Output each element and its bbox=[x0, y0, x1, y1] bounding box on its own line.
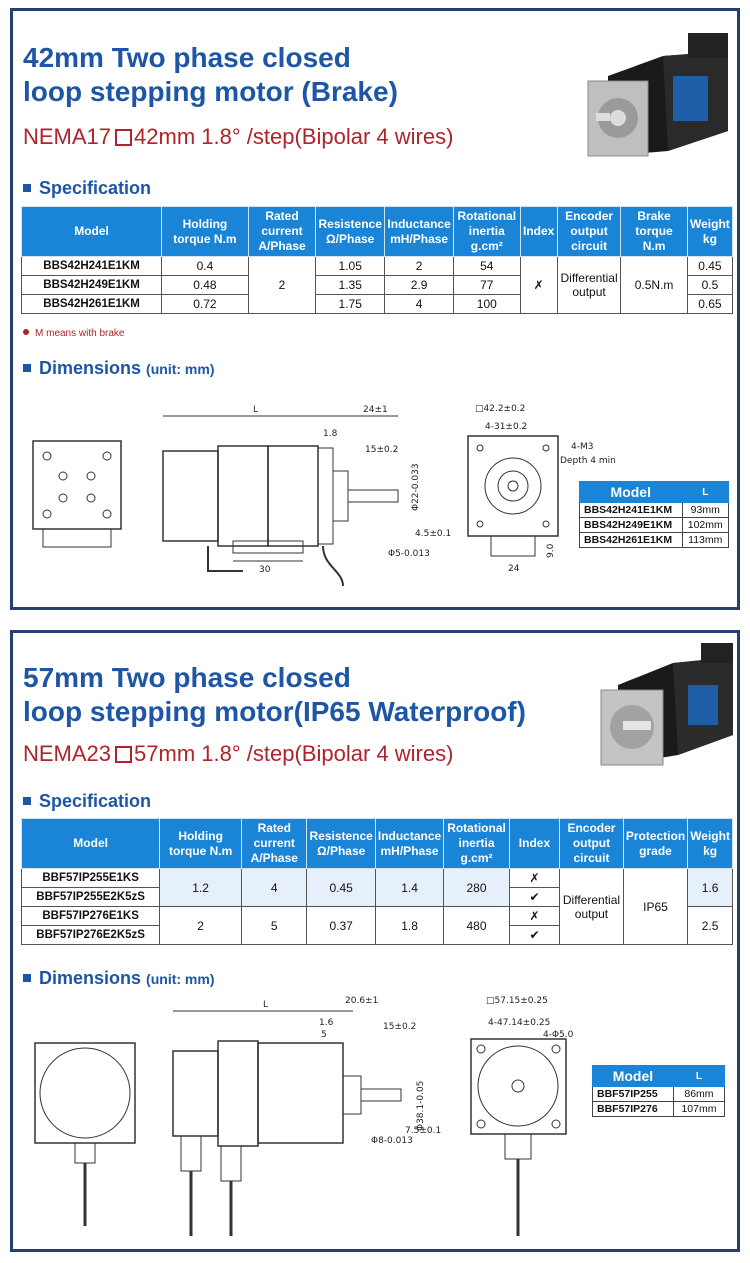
table-row: BBF57IP276 107mm bbox=[593, 1102, 725, 1117]
svg-text:Φ38.1-0.05: Φ38.1-0.05 bbox=[416, 1080, 426, 1131]
panel-title: 42mm Two phase closed loop stepping motor (Brake) bbox=[23, 42, 398, 107]
index-check-icon: ✔ bbox=[509, 926, 559, 945]
col-index: Index bbox=[509, 819, 559, 869]
svg-text:1.8: 1.8 bbox=[323, 429, 338, 439]
col-model: Model bbox=[22, 819, 160, 869]
table-row: BBS42H249E1KM 0.48 1.35 2.9 77 0.5 bbox=[22, 276, 733, 295]
svg-text:7.5±0.1: 7.5±0.1 bbox=[405, 1126, 442, 1136]
dimension-drawing-57mm bbox=[23, 991, 583, 1246]
col-holding-torque: Holding torque N.m bbox=[162, 207, 249, 257]
dimensions-heading: Dimensions (unit: mm) bbox=[23, 358, 214, 379]
svg-text:Φ8-0.013: Φ8-0.013 bbox=[371, 1136, 413, 1146]
dimensions-heading: Dimensions (unit: mm) bbox=[23, 968, 214, 989]
table-row: BBS42H261E1KM 0.72 1.75 4 100 0.65 bbox=[22, 295, 733, 314]
svg-text:4-31±0.2: 4-31±0.2 bbox=[485, 422, 528, 432]
col-encoder: Encoder output circuit bbox=[557, 207, 620, 257]
table-row: BBF57IP255E1KS 1.2 4 0.45 1.4 280 ✗ Differential output IP65 1.6 bbox=[22, 869, 733, 888]
table-row: BBF57IP276E1KS 2 5 0.37 1.8 480 ✗ 2.5 bbox=[22, 907, 733, 926]
col-index: Index bbox=[520, 207, 557, 257]
col-brake-torque: Brake torque N.m bbox=[621, 207, 688, 257]
svg-text:Φ22-0.033: Φ22-0.033 bbox=[411, 463, 421, 511]
index-check-icon: ✔ bbox=[509, 888, 559, 907]
svg-text:1.6: 1.6 bbox=[319, 1018, 334, 1028]
table-row: BBS42H261E1KM 113mm bbox=[580, 533, 729, 548]
col-resistance: Resistence Ω/Phase bbox=[307, 819, 375, 869]
index-cross-icon: ✗ bbox=[520, 257, 557, 314]
svg-text:24: 24 bbox=[508, 564, 520, 574]
panel-57mm-motor bbox=[10, 630, 740, 1252]
length-table-42mm: Model L BBS42H241E1KM 93mm BBS42H249E1KM 102mm BBS42H261E1KM 113mm bbox=[579, 481, 729, 548]
dimension-drawing-42mm bbox=[23, 386, 616, 606]
svg-text:9.0: 9.0 bbox=[546, 543, 556, 558]
table-row: BBF57IP255E2K5zS ✔ bbox=[22, 888, 733, 907]
table-row: BBF57IP255 86mm bbox=[593, 1087, 725, 1102]
col-inertia: Rotational inertia g.cm² bbox=[444, 819, 510, 869]
svg-text:Depth 4 min: Depth 4 min bbox=[560, 456, 616, 466]
square-icon bbox=[115, 746, 132, 763]
svg-text:4-Φ5.0: 4-Φ5.0 bbox=[543, 1030, 574, 1040]
svg-text:15±0.2: 15±0.2 bbox=[365, 445, 399, 455]
table-header-row bbox=[22, 819, 733, 869]
svg-text:30: 30 bbox=[259, 565, 271, 575]
col-encoder: Encoder output circuit bbox=[560, 819, 624, 869]
svg-text:□57.15±0.25: □57.15±0.25 bbox=[486, 996, 548, 1006]
svg-text:24±1: 24±1 bbox=[363, 405, 388, 415]
panel-title: 57mm Two phase closed loop stepping motor(IP65 Waterproof) bbox=[23, 662, 526, 727]
svg-text:4-M3: 4-M3 bbox=[571, 442, 594, 452]
col-resistance: Resistence Ω/Phase bbox=[316, 207, 385, 257]
panel-42mm-motor bbox=[10, 8, 740, 610]
index-cross-icon: ✗ bbox=[509, 869, 559, 888]
svg-text:□42.2±0.2: □42.2±0.2 bbox=[475, 404, 526, 414]
index-cross-icon: ✗ bbox=[509, 907, 559, 926]
spec-heading: Specification bbox=[23, 178, 151, 199]
spec-table-57mm bbox=[21, 818, 733, 945]
col-inductance: Inductance mH/Phase bbox=[385, 207, 454, 257]
length-table-57mm: Model L BBF57IP255 86mm BBF57IP276 107mm bbox=[592, 1065, 725, 1117]
col-model: Model bbox=[22, 207, 162, 257]
table-row: BBS42H249E1KM 102mm bbox=[580, 518, 729, 533]
spec-table-42mm bbox=[21, 206, 733, 314]
svg-text:4-47.14±0.25: 4-47.14±0.25 bbox=[488, 1018, 551, 1028]
nema-spec-line: NEMA17 42mm 1.8° /step(Bipolar 4 wires) bbox=[23, 124, 454, 149]
brake-note: M means with brake bbox=[23, 328, 124, 339]
col-weight: Weight kg bbox=[687, 207, 732, 257]
svg-text:Φ5-0.013: Φ5-0.013 bbox=[388, 549, 430, 559]
col-weight: Weight kg bbox=[688, 819, 733, 869]
col-holding-torque: Holding torque N.m bbox=[160, 819, 242, 869]
col-rated-current: Rated current A/Phase bbox=[242, 819, 307, 869]
svg-text:20.6±1: 20.6±1 bbox=[345, 996, 379, 1006]
svg-text:L: L bbox=[253, 405, 259, 415]
col-inertia: Rotational inertia g.cm² bbox=[454, 207, 521, 257]
col-rated-current: Rated current A/Phase bbox=[248, 207, 316, 257]
spec-heading: Specification bbox=[23, 791, 151, 812]
svg-text:L: L bbox=[263, 1000, 269, 1010]
table-row: BBS42H241E1KM 0.4 2 1.05 2 54 ✗ Differential output 0.5N.m 0.45 bbox=[22, 257, 733, 276]
square-icon bbox=[115, 129, 132, 146]
nema-spec-line: NEMA23 57mm 1.8° /step(Bipolar 4 wires) bbox=[23, 741, 454, 766]
motor-photo bbox=[578, 21, 738, 176]
svg-text:5: 5 bbox=[321, 1030, 327, 1040]
svg-text:15±0.2: 15±0.2 bbox=[383, 1022, 417, 1032]
table-row: BBS42H241E1KM 93mm bbox=[580, 503, 729, 518]
motor-photo bbox=[593, 635, 738, 780]
svg-text:4.5±0.1: 4.5±0.1 bbox=[415, 529, 452, 539]
col-inductance: Inductance mH/Phase bbox=[375, 819, 443, 869]
table-header-row bbox=[22, 207, 733, 257]
table-row: BBF57IP276E2K5zS ✔ bbox=[22, 926, 733, 945]
col-protection: Protection grade bbox=[623, 819, 687, 869]
